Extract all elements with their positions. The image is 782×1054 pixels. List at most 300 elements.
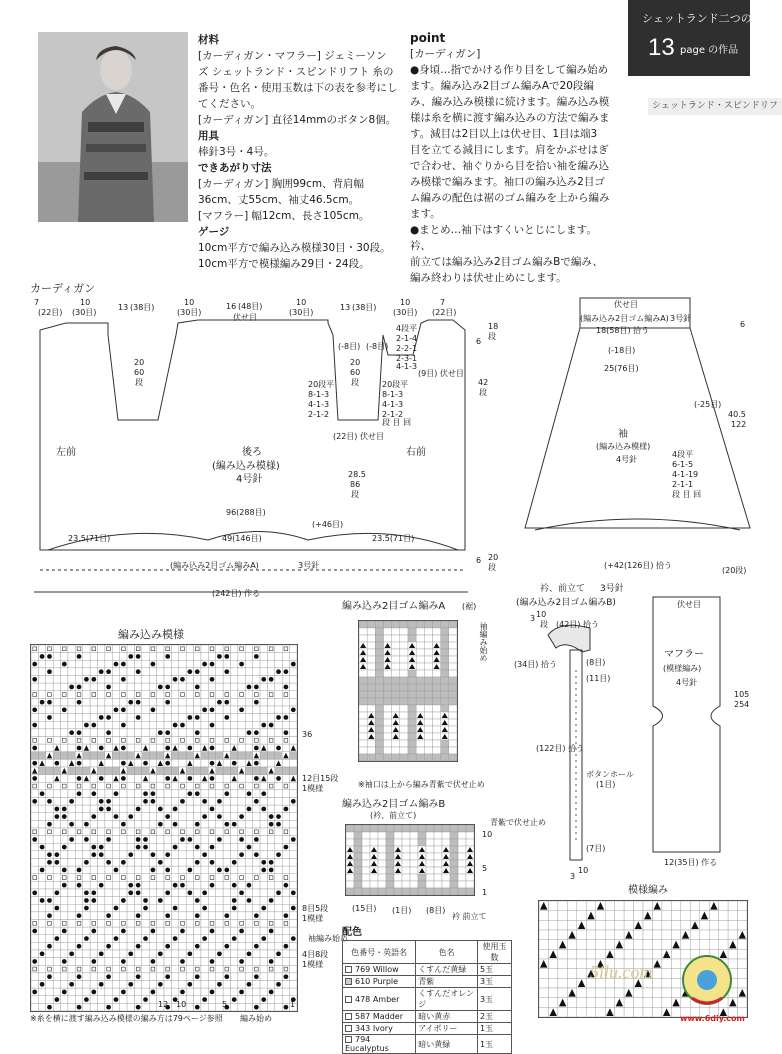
main-chart-note2b: 1模様 [302,914,324,923]
chart-cell [98,942,105,950]
chart-cell [127,782,134,790]
chart-cell [194,904,201,912]
main-chart-sleeve-start: 袖編み始め [308,934,348,943]
chart-cell [253,668,260,676]
chart-cell [282,653,289,661]
chart-cell [367,740,375,747]
chart-dot [32,761,37,766]
chart-cell [98,813,105,821]
chart-cell [282,996,289,1004]
neck-depth: 20 [134,358,145,367]
chart-cell [596,930,605,940]
chart-cell [149,950,156,958]
chart-cell [441,754,449,761]
chart-cell [719,920,728,930]
chart-cell [75,660,82,668]
chart-cell [68,897,75,905]
chart-cell [375,747,383,754]
chart-cell [142,676,149,684]
chart-cell [260,950,267,958]
chart-cell [624,940,633,950]
color-table-text: 暗い黄赤 [418,1012,451,1021]
chart-dot [187,746,192,751]
chart-cell [359,677,367,684]
chart-cell [179,828,186,836]
chart-cell [83,698,90,706]
chart-cell [416,656,424,663]
chart-cell [201,767,208,775]
back-needle: 4号針 [236,474,263,485]
chart-cell [416,635,424,642]
chart-cell [134,790,141,798]
back-label: 後ろ [242,447,262,458]
armhole-dan: 段 [488,332,496,341]
body-diagram-outline [28,295,508,595]
chart-cell [83,973,90,981]
chart-cell [223,706,230,714]
chart-cell [105,775,112,783]
chart-cell [596,1007,605,1017]
chart-cell [458,832,466,839]
chart-cell [142,645,149,653]
chart-cell [53,737,60,745]
chart-cell [120,1003,127,1011]
chart-dot [195,974,200,979]
chart-cell [90,775,97,783]
chart-cell [164,935,171,943]
chart-cell [245,958,252,966]
body-height-dan: 段 [351,490,359,499]
dim-5b: (48目) [238,302,263,311]
chart-cell [46,737,53,745]
chart-cell [267,714,274,722]
chart-cell [605,911,614,921]
chart-cell [53,897,60,905]
chart-dot [121,860,126,865]
chart-cell [149,874,156,882]
chart-cell [164,920,171,928]
chart-cell [260,668,267,676]
chart-cell [426,860,434,867]
chart-cell [142,691,149,699]
chart-cell [662,969,671,979]
dim-3b: (38目) [130,303,155,312]
chart-dot [99,807,104,812]
chart-cell [61,653,68,661]
chart-cell [186,935,193,943]
chart-dot [121,677,126,682]
chart-cell [142,767,149,775]
chart-cell [238,973,245,981]
chart-cell [134,904,141,912]
chart-cell [384,733,392,740]
chart-cell [216,851,223,859]
chart-cell [216,782,223,790]
chart-cell [231,645,238,653]
chart-dot [269,822,274,827]
chart-cell [238,897,245,905]
chart-cell [142,653,149,661]
chart-cell [38,744,45,752]
chart-cell [410,860,418,867]
chart-cell [171,706,178,714]
chart-dot [121,898,126,903]
chart-cell [223,691,230,699]
chart-cell [194,958,201,966]
color-table-cell [416,1035,478,1054]
chart-dot [224,669,229,674]
chart-cell [548,969,557,979]
chart-cell [208,897,215,905]
materials-line-2: ズ シェットランド・スピンドリフト 糸の [198,66,394,78]
chart-cell [53,973,60,981]
chart-cell [386,853,394,860]
chart-dot [202,707,207,712]
chart-cell [157,752,164,760]
chart-cell [238,843,245,851]
chart-dot [195,685,200,690]
chart-cell [164,782,171,790]
chart-cell [394,839,402,846]
chart-cell [38,805,45,813]
chart-cell [418,888,426,895]
chart-cell [186,645,193,653]
chart-dot [210,761,215,766]
chart-cell [127,874,134,882]
chart-cell [149,897,156,905]
chart-cell [201,676,208,684]
chart-cell [68,645,75,653]
chart-cell [112,729,119,737]
chart-cell [424,649,432,656]
chart-cell [68,790,75,798]
chart-cell [216,920,223,928]
chart-cell [231,767,238,775]
chart-cell [201,828,208,836]
chart-cell [75,935,82,943]
collar-pickup-1: (34目) 拾う [514,660,557,669]
chart-cell [179,790,186,798]
chart-cell [61,874,68,882]
dec-right-2: 2-2-1 [396,344,418,353]
chart-cell [416,754,424,761]
chart-cell [75,843,82,851]
chart-cell [223,897,230,905]
chart-cell [149,836,156,844]
chart-cell [671,911,680,921]
chart-cell [231,927,238,935]
chart-cell [282,836,289,844]
chart-cell [260,942,267,950]
chart-dot [165,746,170,751]
chart-dot [62,959,67,964]
chart-cell [201,1003,208,1011]
chart-cell [359,726,367,733]
chart-cell [208,866,215,874]
chart-cell [282,737,289,745]
chart-cell [416,677,424,684]
chart-cell [179,950,186,958]
chart-cell [179,714,186,722]
chart-cell [558,959,567,969]
chart-cell [105,813,112,821]
chart-cell [186,874,193,882]
chart-dot [62,990,67,995]
chart-cell [424,656,432,663]
chart-cell [31,653,38,661]
chart-dot [158,822,163,827]
chart-cell [424,635,432,642]
chart-cell [354,860,362,867]
chart-cell [441,628,449,635]
chart-cell [98,988,105,996]
chart-cell [164,874,171,882]
chart-cell [112,843,119,851]
chart-cell [260,981,267,989]
chart-dot [99,951,104,956]
main-chart-note2: 8目5段 [302,904,329,913]
chart-cell [238,790,245,798]
chart-cell [434,832,442,839]
chart-cell [231,981,238,989]
color-table-cell [343,976,416,988]
chart-cell [275,729,282,737]
chart-cell [231,912,238,920]
chart-cell [171,660,178,668]
chart-cell [31,790,38,798]
chart-cell [567,978,576,988]
chart-cell [400,747,408,754]
color-table-text: アイボリー [418,1024,458,1033]
chart-cell [441,705,449,712]
dec-center-2: 4-1-3 [308,400,330,409]
chart-cell [359,698,367,705]
dec-center2-4: 段 目 回 [382,418,412,427]
chart-dot [32,959,37,964]
chart-cell [201,805,208,813]
chart-cell [38,836,45,844]
chart-dot [77,654,82,659]
chart-cell [83,874,90,882]
chart-dot [217,700,222,705]
chart-cell [53,729,60,737]
chart-cell [186,828,193,836]
chart-cell [577,1007,586,1017]
chart-cell [31,920,38,928]
chart-cell [201,752,208,760]
chart-cell [290,645,297,653]
chart-cell [68,859,75,867]
sleeve-inc-0: 4段平 [672,450,694,459]
chart-cell [171,958,178,966]
chart-dot [247,807,252,812]
chart-cell [392,740,400,747]
chart-cell [671,920,680,930]
chart-cell [179,820,186,828]
chart-cell [392,677,400,684]
chart-cell [238,782,245,790]
chart-dot [165,730,170,735]
chart-cell [194,759,201,767]
chart-cell [231,752,238,760]
chart-cell [238,805,245,813]
chart-cell [434,888,442,895]
chart-cell [194,874,201,882]
chart-cell [46,843,53,851]
chart-cell [231,798,238,806]
chart-cell [643,940,652,950]
chart-cell [31,1003,38,1011]
scarf-length: 105 [734,690,750,699]
chart-cell [75,920,82,928]
chart-cell [402,881,410,888]
chart-cell [433,754,441,761]
chart-cell [253,691,260,699]
chart-cell [68,996,75,1004]
chart-cell [186,881,193,889]
chart-cell [120,698,127,706]
chart-cell [120,653,127,661]
chart-cell [31,874,38,882]
chart-cell [282,721,289,729]
collar-ten-b: 10 [578,866,589,875]
chart-cell [112,836,119,844]
chart-cell [142,729,149,737]
chart-cell [441,642,449,649]
chart-cell [127,729,134,737]
chart-cell [442,825,450,832]
chart-cell [290,790,297,798]
chart-cell [424,677,432,684]
chart-cell [253,805,260,813]
chart-cell [120,714,127,722]
chart-cell [275,653,282,661]
chart-cell [194,851,201,859]
chart-cell [142,660,149,668]
chart-cell [449,698,457,705]
chart-cell [433,705,441,712]
chart-cell [408,705,416,712]
chart-cell [46,927,53,935]
chart-cell [201,981,208,989]
chart-dot [217,654,222,659]
chart-cell [179,706,186,714]
chart-dot [165,776,170,781]
chart-dot [291,936,296,941]
chart-cell [53,676,60,684]
chart-cell [171,828,178,836]
chart-dot [77,685,82,690]
chart-b-subtitle: (衿、前立て) [370,811,417,820]
chart-cell [186,988,193,996]
chart-cell [223,881,230,889]
color-table-title: 配色 [342,927,362,938]
chart-b-title: 編み込み2目ゴム編みB [342,799,446,810]
chart-cell [112,950,119,958]
chart-dot [128,654,133,659]
chart-cell [282,935,289,943]
color-table-text: 2玉 [479,1012,494,1021]
chart-cell [434,860,442,867]
chart-dot [143,799,148,804]
chart-cell [433,747,441,754]
chart-cell [416,698,424,705]
chart-cell [426,874,434,881]
chart-cell [61,996,68,1004]
chart-dot [32,929,37,934]
chart-cell [157,775,164,783]
chart-cell [134,958,141,966]
chart-cell [201,859,208,867]
chart-cell [75,782,82,790]
chart-cell [238,1003,245,1011]
chart-cell [400,649,408,656]
chart-cell [378,825,386,832]
chart-cell [267,790,274,798]
chart-dot [284,685,289,690]
chart-cell [90,866,97,874]
chart-cell [441,663,449,670]
chart-dot [261,723,266,728]
chart-cell [83,782,90,790]
chart-cell [134,775,141,783]
chart-cell [38,729,45,737]
chart-cell [75,889,82,897]
chart-cell [290,866,297,874]
chart-dot [187,982,192,987]
chart-cell [105,759,112,767]
chart-cell [416,705,424,712]
chart-cell [38,782,45,790]
chart-cell [98,729,105,737]
chart-cell [216,775,223,783]
chart-cell [134,927,141,935]
chart-cell [68,851,75,859]
chart-cell [238,828,245,836]
chart-cell [201,782,208,790]
chart-dot [128,951,133,956]
chart-cell [260,927,267,935]
main-chart-start: 編み始め [240,1014,272,1023]
chart-cell [61,950,68,958]
chart-cell [238,645,245,653]
chart-cell [68,767,75,775]
site-badge [672,950,742,1010]
chart-cell [171,874,178,882]
chart-cell [275,897,282,905]
dec-center-3: 2-1-2 [308,410,330,419]
chart-dot [276,852,281,857]
collar-pickup-6: (7目) [586,844,606,853]
chart-dot [99,669,104,674]
chart-cell [179,897,186,905]
cast-on: (242目) 作る [212,589,261,598]
chart-cell [53,1003,60,1011]
chart-cell [201,927,208,935]
chart-cell [231,782,238,790]
chart-cell [120,965,127,973]
chart-cell [418,832,426,839]
chart-cell [223,676,230,684]
hem-height: 6 [476,556,482,565]
chart-cell [662,930,671,940]
chart-dot [284,715,289,720]
chart-cell [149,805,156,813]
chart-dot [210,883,215,888]
chart-cell [267,843,274,851]
chart-cell [596,988,605,998]
chart-dot [136,807,141,812]
